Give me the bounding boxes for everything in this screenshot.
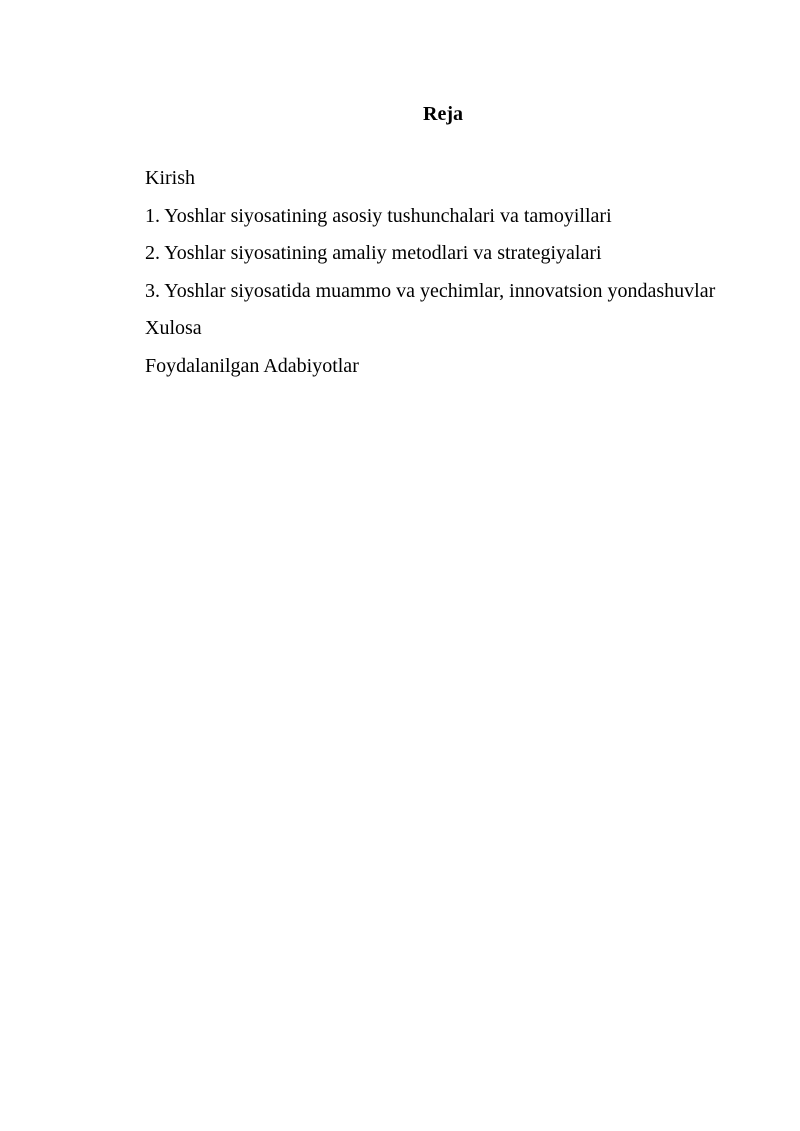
toc-item-conclusion: Xulosa — [145, 317, 202, 339]
toc-item-2: 2. Yoshlar siyosatining amaliy metodlari va strategiyalari — [145, 242, 602, 264]
table-of-contents — [113, 160, 743, 385]
toc-item-references: Foydalanilgan Adabiyotlar — [145, 354, 359, 377]
toc-item-introduction: Kirish — [145, 167, 195, 189]
page-title: Reja — [423, 103, 463, 125]
toc-item-3: 3. Yoshlar siyosatida muammo va yechimlar, innovatsion yondashuvlar — [145, 279, 716, 302]
toc-item-1: 1. Yoshlar siyosatining asosiy tushunchalari va tamoyillari — [145, 204, 612, 227]
